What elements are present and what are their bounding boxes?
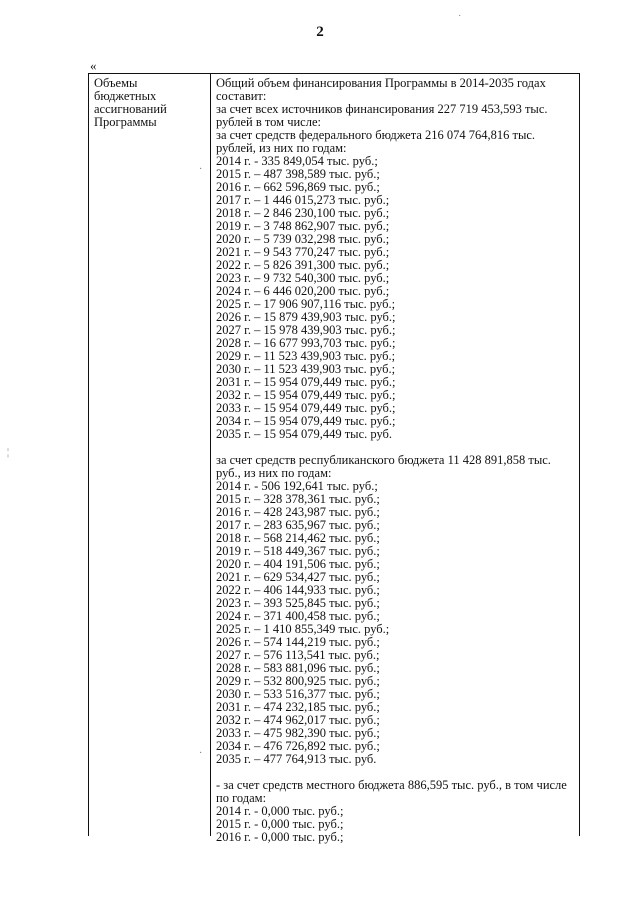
year-amount-line: 2024 г. – 6 446 020,200 тыс. руб.; [216, 284, 390, 298]
year-amount-line: 2035 г. – 477 764,913 тыс. руб. [216, 752, 377, 766]
section-intro-line: за счет всех источников финансирования 227 719 453,593 тыс. [216, 102, 548, 116]
year-amount-line: 2028 г. – 583 881,096 тыс. руб.; [216, 661, 380, 675]
year-amount-line: 2022 г. – 406 144,933 тыс. руб.; [216, 583, 380, 597]
year-amount-line: 2029 г. – 11 523 439,903 тыс. руб.; [216, 349, 396, 363]
year-amount-line: 2020 г. – 5 739 032,298 тыс. руб.; [216, 232, 390, 246]
year-amount-line: 2015 г. – 487 398,589 тыс. руб.; [216, 167, 380, 181]
year-amount-line: 2014 г. - 506 192,641 тыс. руб.; [216, 479, 378, 493]
year-amount-line: 2016 г. – 428 243,987 тыс. руб.; [216, 505, 380, 519]
year-amount-line: 2021 г. – 629 534,427 тыс. руб.; [216, 570, 380, 584]
section-intro-line: составит: [216, 89, 267, 103]
year-amount-line: 2029 г. – 532 800,925 тыс. руб.; [216, 674, 380, 688]
scan-speck: ¦ [7, 447, 10, 458]
year-amount-line: 2034 г. – 15 954 079,449 тыс. руб.; [216, 414, 396, 428]
year-amount-line: 2025 г. – 17 906 907,116 тыс. руб.; [216, 297, 396, 311]
year-amount-line: 2019 г. – 3 748 862,907 тыс. руб.; [216, 219, 390, 233]
year-amount-line: 2031 г. – 474 232,185 тыс. руб.; [216, 700, 380, 714]
year-amount-line: 2031 г. – 15 954 079,449 тыс. руб.; [216, 375, 396, 389]
year-amount-line: 2027 г. – 576 113,541 тыс. руб.; [216, 648, 380, 662]
scan-speck: · [199, 748, 203, 759]
page-number: 2 [316, 24, 324, 40]
year-amount-line: 2023 г. – 9 732 540,300 тыс. руб.; [216, 271, 390, 285]
year-amount-line: 2014 г. - 0,000 тыс. руб.; [216, 804, 344, 818]
row-header-cell [94, 77, 204, 129]
year-amount-line: 2018 г. – 2 846 230,100 тыс. руб.; [216, 206, 390, 220]
year-amount-line: 2025 г. – 1 410 855,349 тыс. руб.; [216, 622, 390, 636]
year-amount-line: 2032 г. – 15 954 079,449 тыс. руб.; [216, 388, 396, 402]
scan-speck: · [199, 164, 203, 175]
section-intro-line: рублей, из них по годам: [216, 141, 347, 155]
year-amount-line: 2016 г. – 662 596,869 тыс. руб.; [216, 180, 380, 194]
year-amount-line: 2022 г. – 5 826 391,300 тыс. руб.; [216, 258, 390, 272]
row-header-line: Объемы [94, 76, 138, 90]
budget-table [88, 73, 580, 844]
year-amount-line: 2016 г. - 0,000 тыс. руб.; [216, 830, 344, 844]
row-header-line: бюджетных [94, 89, 157, 103]
year-amount-line: 2026 г. – 574 144,219 тыс. руб.; [216, 635, 380, 649]
year-amount-line: 2034 г. – 476 726,892 тыс. руб.; [216, 739, 380, 753]
row-header-line: ассигнований [94, 102, 167, 116]
year-amount-line: 2019 г. – 518 449,367 тыс. руб.; [216, 544, 380, 558]
column-divider [210, 74, 211, 836]
year-amount-line: 2015 г. – 328 378,361 тыс. руб.; [216, 492, 380, 506]
section-intro-line: рублей в том числе: [216, 115, 321, 129]
row-header-line: Программы [94, 115, 157, 129]
year-amount-line: 2032 г. – 474 962,017 тыс. руб.; [216, 713, 380, 727]
section-intro-line: за счет средств федерального бюджета 216 074 764,816 тыс. [216, 128, 536, 142]
year-amount-line: 2027 г. – 15 978 439,903 тыс. руб.; [216, 323, 396, 337]
section-intro-line: Общий объем финансирования Программы в 2014-2035 годах [216, 76, 546, 90]
year-amount-line: 2026 г. – 15 879 439,903 тыс. руб.; [216, 310, 396, 324]
year-amount-line: 2015 г. - 0,000 тыс. руб.; [216, 817, 344, 831]
year-amount-line: 2017 г. – 1 446 015,273 тыс. руб.; [216, 193, 390, 207]
year-amount-line: 2035 г. – 15 954 079,449 тыс. руб. [216, 427, 393, 441]
year-amount-line: 2024 г. – 371 400,458 тыс. руб.; [216, 609, 380, 623]
year-amount-line: 2030 г. – 533 516,377 тыс. руб.; [216, 687, 380, 701]
year-amount-line: 2018 г. – 568 214,462 тыс. руб.; [216, 531, 380, 545]
section-intro-line: - за счет средств местного бюджета 886,595 тыс. руб., в том числе [216, 778, 567, 792]
year-amount-line: 2030 г. – 11 523 439,903 тыс. руб.; [216, 362, 396, 376]
year-amount-line: 2020 г. – 404 191,506 тыс. руб.; [216, 557, 380, 571]
year-amount-line: 2021 г. – 9 543 770,247 тыс. руб.; [216, 245, 390, 259]
section-intro-line: по годам: [216, 791, 267, 805]
year-amount-line: 2023 г. – 393 525,845 тыс. руб.; [216, 596, 380, 610]
section-intro-line: за счет средств республиканского бюджета 11 428 891,858 тыс. [216, 453, 551, 467]
year-amount-line: 2017 г. – 283 635,967 тыс. руб.; [216, 518, 380, 532]
opening-quote: « [90, 58, 97, 73]
year-amount-line: 2033 г. – 15 954 079,449 тыс. руб.; [216, 401, 396, 415]
scan-speck: ˙ [458, 14, 462, 25]
section-intro-line: руб., из них по годам: [216, 466, 332, 480]
year-amount-line: 2014 г. - 335 849,054 тыс. руб.; [216, 154, 378, 168]
year-amount-line: 2028 г. – 16 677 993,703 тыс. руб.; [216, 336, 396, 350]
year-amount-line: 2033 г. – 475 982,390 тыс. руб.; [216, 726, 380, 740]
funding-details-cell [216, 77, 576, 844]
